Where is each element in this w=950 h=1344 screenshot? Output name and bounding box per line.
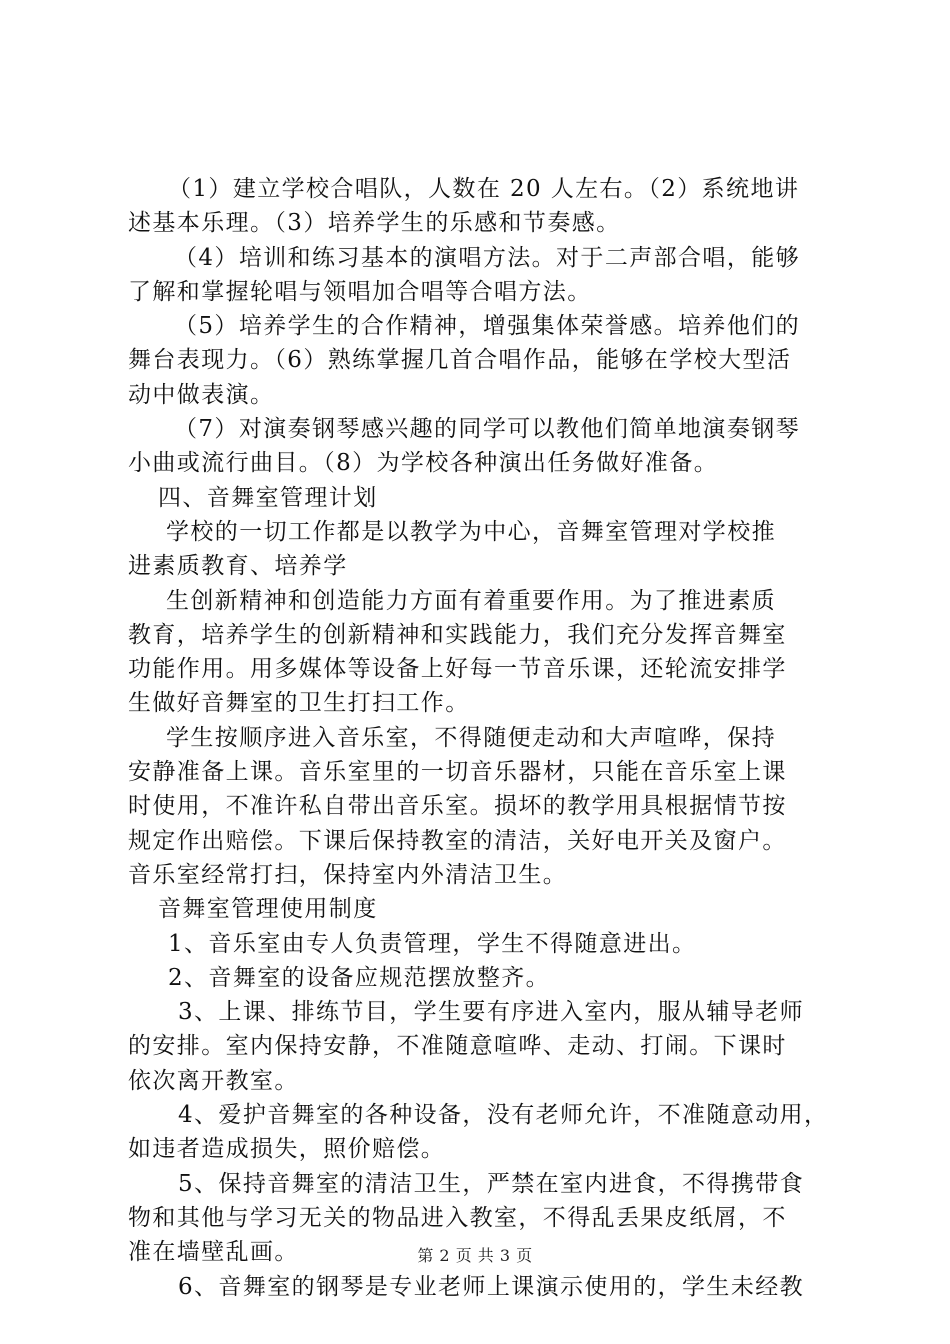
text-line: 安静准备上课。音乐室里的一切音乐器材，只能在音乐室上课 (128, 759, 787, 786)
text-line: 生创新精神和创造能力方面有着重要作用。为了推进素质 (166, 587, 776, 614)
text-line: 依次离开教室。 (128, 1067, 299, 1094)
text-line: 的安排。室内保持安静，不准随意喧哗、走动、打闹。下课时 (128, 1033, 787, 1060)
text-line: 如违者造成损失，照价赔偿。 (128, 1136, 446, 1163)
text-line: 1、音乐室由专人负责管理，学生不得随意进出。 (168, 930, 697, 957)
text-line: 舞台表现力。（6）熟练掌握几首合唱作品，能够在学校大型活 (128, 347, 792, 374)
text-line: 动中做表演。 (128, 381, 275, 408)
text-line: 学生按顺序进入音乐室，不得随便走动和大声喧哗，保持 (166, 724, 776, 751)
page-footer: 第 2 页 共 3 页 (417, 1246, 533, 1265)
text-line: 3、上课、排练节目，学生要有序进入室内，服从辅导老师 (178, 999, 805, 1026)
text-line: 时使用，不准许私自带出音乐室。损坏的教学用具根据情节按 (128, 793, 787, 820)
text-line: 6、音舞室的钢琴是专业老师上课演示使用的，学生未经教 (178, 1273, 805, 1300)
text-line: （5）培养学生的合作精神，增强集体荣誉感。培养他们的 (174, 313, 801, 340)
text-line: 学校的一切工作都是以教学为中心，音舞室管理对学校推 (166, 518, 776, 545)
text-line: 教育，培养学生的创新精神和实践能力，我们充分发挥音舞室 (128, 621, 787, 648)
text-line: 功能作用。用多媒体等设备上好每一节音乐课，还轮流安排学 (128, 656, 787, 683)
text-line: 述基本乐理。（3）培养学生的乐感和节奏感。 (128, 210, 621, 237)
text-line: 2、音舞室的设备应规范摆放整齐。 (168, 964, 551, 991)
text-line: 小曲或流行曲目。（8）为学校各种演出任务做好准备。 (128, 450, 719, 477)
text-line: 了解和掌握轮唱与领唱加合唱等合唱方法。 (128, 278, 592, 305)
text-line: （7）对演奏钢琴感兴趣的同学可以教他们简单地演奏钢琴 (174, 416, 801, 443)
text-line: 准在墙壁乱画。 (128, 1239, 299, 1266)
text-line: 生做好音舞室的卫生打扫工作。 (128, 690, 470, 717)
text-line: 4、爱护音舞室的各种设备，没有老师允许，不准随意动用， (178, 1102, 829, 1129)
text-line: （1）建立学校合唱队，人数在 20 人左右。（2）系统地讲 (168, 176, 800, 202)
text-line: 规定作出赔偿。下课后保持教室的清洁，关好电开关及窗户。 (128, 827, 787, 854)
text-line: 音舞室管理使用制度 (158, 896, 378, 923)
text-line: 5、保持音舞室的清洁卫生，严禁在室内进食，不得携带食 (178, 1170, 805, 1197)
text-line: 音乐室经常打扫，保持室内外清洁卫生。 (128, 861, 568, 888)
text-line: 进素质教育、培养学 (128, 553, 348, 580)
document-body (128, 172, 848, 1304)
text-line: 物和其他与学习无关的物品进入教室，不得乱丢果皮纸屑，不 (128, 1204, 787, 1231)
text-line: （4）培训和练习基本的演唱方法。对于二声部合唱，能够 (174, 244, 801, 271)
text-line: 四、音舞室管理计划 (158, 484, 378, 511)
